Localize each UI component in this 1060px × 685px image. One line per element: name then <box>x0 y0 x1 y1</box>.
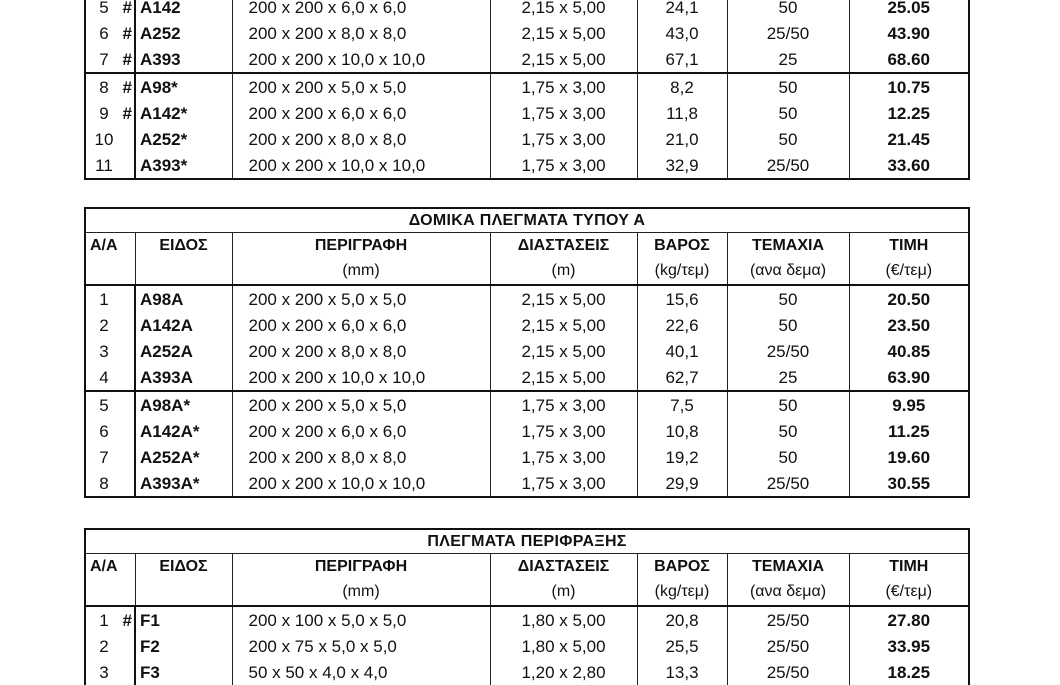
cell-aa <box>85 46 135 73</box>
cell-eidos: A252A <box>135 338 232 364</box>
col-unit-dims: (m) <box>490 258 637 285</box>
cell-price: 40.85 <box>849 338 969 364</box>
cell-weight: 67,1 <box>637 46 727 73</box>
stock-mark: # <box>122 103 132 123</box>
cell-desc: 200 x 100 x 5,0 x 5,0 <box>232 606 490 633</box>
cell-weight: 19,2 <box>637 444 727 470</box>
cell-eidos: A393A <box>135 364 232 391</box>
col-header-eidos-blank <box>135 579 232 606</box>
cell-weight: 40,1 <box>637 338 727 364</box>
cell-pieces: 50 <box>727 126 849 152</box>
cell-eidos: A98* <box>135 73 232 100</box>
price-table-a <box>84 0 970 180</box>
cell-pieces: 25/50 <box>727 20 849 46</box>
cell-pieces: 25/50 <box>727 338 849 364</box>
cell-pieces: 25 <box>727 46 849 73</box>
cell-aa <box>85 20 135 46</box>
cell-desc: 200 x 200 x 6,0 x 6,0 <box>232 100 490 126</box>
cell-aa <box>85 100 135 126</box>
cell-desc: 200 x 200 x 6,0 x 6,0 <box>232 0 490 20</box>
table-body <box>85 285 969 497</box>
cell-price: 12.25 <box>849 100 969 126</box>
cell-pieces: 50 <box>727 418 849 444</box>
cell-dims: 2,15 x 5,00 <box>490 0 637 20</box>
row-number: 3 <box>99 662 109 682</box>
table-row <box>85 633 969 659</box>
row-number: 1 <box>99 289 109 309</box>
cell-aa <box>85 152 135 179</box>
table-body <box>85 606 969 685</box>
cell-desc: 200 x 200 x 5,0 x 5,0 <box>232 73 490 100</box>
col-unit-pieces: (ανα δεμα) <box>727 258 849 285</box>
cell-dims: 1,75 x 3,00 <box>490 100 637 126</box>
cell-aa <box>85 285 135 312</box>
col-unit-desc: (mm) <box>232 258 490 285</box>
cell-eidos: A142 <box>135 0 232 20</box>
cell-aa <box>85 0 135 20</box>
cell-dims: 1,20 x 2,80 <box>490 659 637 685</box>
cell-desc: 200 x 200 x 10,0 x 10,0 <box>232 152 490 179</box>
col-unit-pieces: (ανα δεμα) <box>727 579 849 606</box>
cell-desc: 200 x 200 x 8,0 x 8,0 <box>232 20 490 46</box>
table-row <box>85 0 969 20</box>
cell-desc: 200 x 200 x 8,0 x 8,0 <box>232 338 490 364</box>
cell-pieces: 25/50 <box>727 606 849 633</box>
cell-price: 21.45 <box>849 126 969 152</box>
row-number: 4 <box>99 367 109 387</box>
table-row <box>85 152 969 179</box>
col-unit-desc: (mm) <box>232 579 490 606</box>
table-row <box>85 126 969 152</box>
col-header-eidos: ΕΙΔΟΣ <box>135 554 232 580</box>
row-number: 2 <box>99 315 109 335</box>
col-header-weight: ΒΑΡΟΣ <box>637 554 727 580</box>
table-body <box>85 0 969 179</box>
cell-price: 33.60 <box>849 152 969 179</box>
cell-aa <box>85 73 135 100</box>
cell-price: 33.95 <box>849 633 969 659</box>
cell-desc: 50 x 50 x 4,0 x 4,0 <box>232 659 490 685</box>
col-header-price: ΤΙΜΗ <box>849 233 969 259</box>
cell-eidos: A142A* <box>135 418 232 444</box>
cell-weight: 8,2 <box>637 73 727 100</box>
cell-price: 27.80 <box>849 606 969 633</box>
cell-pieces: 25/50 <box>727 633 849 659</box>
col-unit-dims: (m) <box>490 579 637 606</box>
cell-eidos: A252 <box>135 20 232 46</box>
cell-pieces: 25 <box>727 364 849 391</box>
cell-price: 18.25 <box>849 659 969 685</box>
col-header-dims: ΔΙΑΣΤΑΣΕΙΣ <box>490 554 637 580</box>
table-title: ΠΛΕΓΜΑΤΑ ΠΕΡΙΦΡΑΞΗΣ <box>85 529 969 554</box>
cell-pieces: 50 <box>727 312 849 338</box>
col-unit-price: (€/τεμ) <box>849 258 969 285</box>
table-row <box>85 444 969 470</box>
cell-dims: 2,15 x 5,00 <box>490 312 637 338</box>
cell-dims: 1,80 x 5,00 <box>490 606 637 633</box>
cell-weight: 22,6 <box>637 312 727 338</box>
cell-dims: 1,75 x 3,00 <box>490 73 637 100</box>
cell-dims: 1,75 x 3,00 <box>490 418 637 444</box>
cell-price: 30.55 <box>849 470 969 497</box>
table-row <box>85 46 969 73</box>
cell-weight: 21,0 <box>637 126 727 152</box>
col-header-aa-blank <box>85 579 135 606</box>
col-unit-weight: (kg/τεμ) <box>637 579 727 606</box>
cell-eidos: A142* <box>135 100 232 126</box>
row-number: 5 <box>99 0 109 17</box>
cell-eidos: A252* <box>135 126 232 152</box>
stock-mark: # <box>122 49 132 69</box>
row-number: 7 <box>99 49 109 69</box>
cell-price: 43.90 <box>849 20 969 46</box>
cell-eidos: F3 <box>135 659 232 685</box>
cell-price: 23.50 <box>849 312 969 338</box>
table-row <box>85 73 969 100</box>
cell-dims: 1,75 x 3,00 <box>490 152 637 179</box>
cell-desc: 200 x 200 x 10,0 x 10,0 <box>232 46 490 73</box>
cell-price: 19.60 <box>849 444 969 470</box>
cell-weight: 7,5 <box>637 391 727 418</box>
price-table-domika-type-a <box>84 207 970 498</box>
row-number: 3 <box>99 341 109 361</box>
col-unit-price: (€/τεμ) <box>849 579 969 606</box>
cell-dims: 1,80 x 5,00 <box>490 633 637 659</box>
row-number: 9 <box>99 103 109 123</box>
cell-desc: 200 x 200 x 8,0 x 8,0 <box>232 126 490 152</box>
cell-eidos: A393* <box>135 152 232 179</box>
cell-dims: 1,75 x 3,00 <box>490 126 637 152</box>
cell-pieces: 25/50 <box>727 470 849 497</box>
cell-desc: 200 x 200 x 10,0 x 10,0 <box>232 470 490 497</box>
table-row <box>85 20 969 46</box>
stock-mark: # <box>122 0 132 17</box>
table-row <box>85 470 969 497</box>
cell-price: 25.05 <box>849 0 969 20</box>
cell-pieces: 50 <box>727 444 849 470</box>
cell-desc: 200 x 200 x 6,0 x 6,0 <box>232 312 490 338</box>
price-table-perifraxi <box>84 528 970 685</box>
col-header-eidos-blank <box>135 258 232 285</box>
cell-dims: 2,15 x 5,00 <box>490 285 637 312</box>
cell-weight: 24,1 <box>637 0 727 20</box>
cell-price: 11.25 <box>849 418 969 444</box>
cell-eidos: F2 <box>135 633 232 659</box>
row-number: 10 <box>94 129 114 149</box>
cell-desc: 200 x 200 x 6,0 x 6,0 <box>232 418 490 444</box>
cell-aa <box>85 633 135 659</box>
row-number: 7 <box>99 447 109 467</box>
col-header-aa-blank <box>85 258 135 285</box>
cell-aa <box>85 444 135 470</box>
cell-dims: 1,75 x 3,00 <box>490 470 637 497</box>
cell-weight: 20,8 <box>637 606 727 633</box>
cell-price: 9.95 <box>849 391 969 418</box>
cell-price: 20.50 <box>849 285 969 312</box>
cell-eidos: A98A <box>135 285 232 312</box>
cell-weight: 62,7 <box>637 364 727 391</box>
cell-aa <box>85 338 135 364</box>
row-number: 6 <box>99 23 109 43</box>
table-row <box>85 391 969 418</box>
cell-pieces: 50 <box>727 285 849 312</box>
cell-weight: 13,3 <box>637 659 727 685</box>
row-number: 5 <box>99 395 109 415</box>
cell-weight: 10,8 <box>637 418 727 444</box>
cell-desc: 200 x 75 x 5,0 x 5,0 <box>232 633 490 659</box>
cell-aa <box>85 126 135 152</box>
cell-dims: 1,75 x 3,00 <box>490 391 637 418</box>
table-header <box>85 208 969 285</box>
table-row <box>85 100 969 126</box>
row-number: 6 <box>99 421 109 441</box>
col-header-aa: Α/Α <box>90 236 118 254</box>
cell-weight: 29,9 <box>637 470 727 497</box>
cell-pieces: 50 <box>727 73 849 100</box>
col-header-desc: ΠΕΡΙΓΡΑΦΗ <box>232 554 490 580</box>
table-row <box>85 606 969 633</box>
table-row <box>85 338 969 364</box>
table-row <box>85 659 969 685</box>
cell-dims: 2,15 x 5,00 <box>490 46 637 73</box>
cell-pieces: 50 <box>727 0 849 20</box>
col-header-aa: Α/Α <box>90 557 118 575</box>
col-header-weight: ΒΑΡΟΣ <box>637 233 727 259</box>
row-number: 1 <box>99 610 109 630</box>
cell-weight: 15,6 <box>637 285 727 312</box>
stock-mark: # <box>122 610 132 630</box>
cell-desc: 200 x 200 x 10,0 x 10,0 <box>232 364 490 391</box>
cell-aa <box>85 659 135 685</box>
cell-dims: 2,15 x 5,00 <box>490 338 637 364</box>
cell-price: 68.60 <box>849 46 969 73</box>
cell-dims: 2,15 x 5,00 <box>490 364 637 391</box>
cell-price: 63.90 <box>849 364 969 391</box>
cell-eidos: A393 <box>135 46 232 73</box>
col-header-eidos: ΕΙΔΟΣ <box>135 233 232 259</box>
cell-desc: 200 x 200 x 5,0 x 5,0 <box>232 285 490 312</box>
stock-mark: # <box>122 77 132 97</box>
cell-pieces: 50 <box>727 391 849 418</box>
cell-pieces: 25/50 <box>727 152 849 179</box>
table-row <box>85 312 969 338</box>
table-row <box>85 364 969 391</box>
col-header-pieces: ΤΕΜΑΧΙΑ <box>727 554 849 580</box>
cell-aa <box>85 606 135 633</box>
cell-aa <box>85 391 135 418</box>
cell-eidos: A252A* <box>135 444 232 470</box>
cell-eidos: A142A <box>135 312 232 338</box>
row-number: 8 <box>99 77 109 97</box>
col-header-dims: ΔΙΑΣΤΑΣΕΙΣ <box>490 233 637 259</box>
cell-eidos: A98A* <box>135 391 232 418</box>
cell-desc: 200 x 200 x 8,0 x 8,0 <box>232 444 490 470</box>
table-title: ΔΟΜΙΚΑ ΠΛΕΓΜΑΤΑ ΤΥΠΟΥ Α <box>85 208 969 233</box>
cell-aa <box>85 312 135 338</box>
cell-pieces: 25/50 <box>727 659 849 685</box>
cell-eidos: F1 <box>135 606 232 633</box>
row-number: 2 <box>99 636 109 656</box>
col-header-pieces: ΤΕΜΑΧΙΑ <box>727 233 849 259</box>
table-header <box>85 529 969 606</box>
table-row <box>85 285 969 312</box>
cell-pieces: 50 <box>727 100 849 126</box>
cell-dims: 2,15 x 5,00 <box>490 20 637 46</box>
col-unit-weight: (kg/τεμ) <box>637 258 727 285</box>
cell-weight: 43,0 <box>637 20 727 46</box>
cell-aa <box>85 364 135 391</box>
cell-desc: 200 x 200 x 5,0 x 5,0 <box>232 391 490 418</box>
cell-eidos: A393A* <box>135 470 232 497</box>
table-row <box>85 418 969 444</box>
col-header-desc: ΠΕΡΙΓΡΑΦΗ <box>232 233 490 259</box>
cell-weight: 32,9 <box>637 152 727 179</box>
cell-aa <box>85 418 135 444</box>
row-number: 11 <box>95 155 113 175</box>
cell-dims: 1,75 x 3,00 <box>490 444 637 470</box>
cell-weight: 11,8 <box>637 100 727 126</box>
cell-aa <box>85 470 135 497</box>
stock-mark: # <box>122 23 132 43</box>
cell-weight: 25,5 <box>637 633 727 659</box>
col-header-price: ΤΙΜΗ <box>849 554 969 580</box>
row-number: 8 <box>99 473 109 493</box>
cell-price: 10.75 <box>849 73 969 100</box>
